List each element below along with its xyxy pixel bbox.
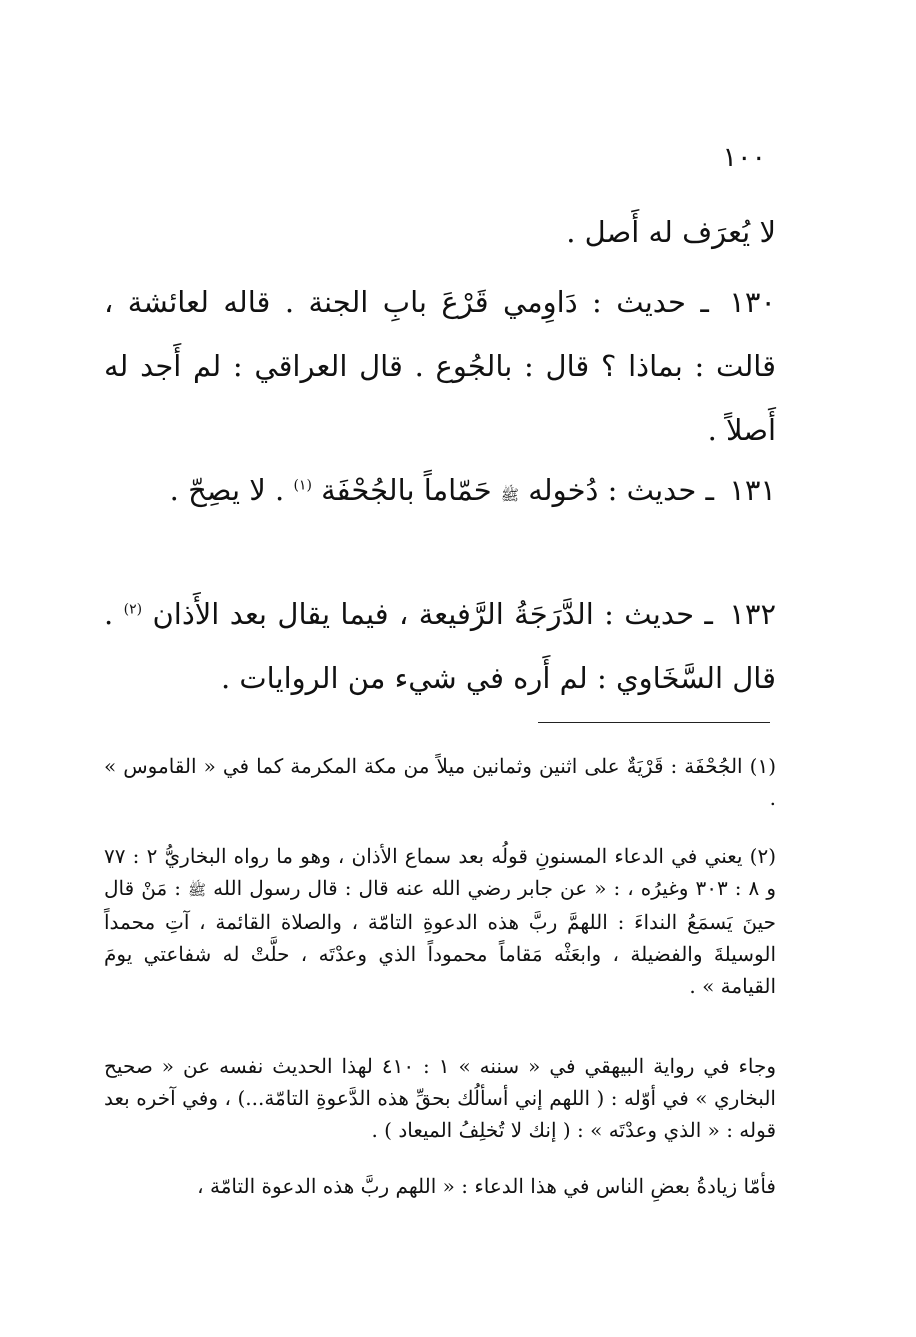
hadith-entry-132 [104,582,776,710]
footnote-ref-1: (١) [293,477,312,494]
entry-text: حَمّاماً بالجُحْفَة [321,473,492,507]
salutation-glyph: ﷺ [188,881,207,899]
salutation-glyph: ﷺ [500,486,519,504]
footnote-2-continued-2 [104,1170,776,1202]
page-number: ١٠٠ [722,142,766,173]
paragraph-no-basis [104,200,776,264]
entry-text: . قال السَّخَاوي : لم أَره في شيء من الروايات . [104,597,776,695]
footnote-2-continued [104,1050,776,1146]
footnote-text: (١) الجُحْفَة : قَرْيَةٌ على اثنين وثمانين ميلاً من مكة المكرمة كما في « القاموس » . [104,754,776,810]
entry-dash: ـ [704,597,713,631]
hadith-entry-131 [104,458,776,527]
footnote-text: (٢) يعني في الدعاء المسنونِ قولُه بعد سماع الأذان ، وهو ما رواه البخاريُّ ٢ : ٧٧ و ٨ : ٣٠٣ وغيرُه ، : « عن جابر رضي الله عنه قال : قال رسول الله [104,844,777,900]
footnote-separator [538,722,770,723]
entry-text: . لا يصِحّ . [169,473,285,507]
paragraph-text: لا يُعرَف له أَصل . [566,215,776,249]
footnote-2 [104,840,776,1002]
entry-number: ١٣٠ [729,285,777,319]
entry-dash: ـ [700,285,709,319]
footnote-text: فأمّا زيادةُ بعضِ الناس في هذا الدعاء : « اللهم ربَّ هذه الدعوة التامّة ، [197,1174,776,1198]
footnote-text: : مَنْ قال حينَ يَسمَعُ النداءَ : اللهمَّ ربَّ هذه الدعوةِ التامّة ، والصلاة القائمة ، آتِ محمداً الوسيلةَ والفضيلة ، وابعَثْه مَقاماً محموداً الذي وعدْتَه ، حلَّتْ له شفاعتي يومَ القيامة » . [104,876,776,998]
entry-number: ١٣٢ [729,597,777,631]
hadith-entry-130 [104,270,776,462]
entry-text: حديث : دُخوله [528,473,697,507]
entry-number: ١٣١ [729,473,776,507]
entry-text: حديث : الدَّرَجَةُ الرَّفيعة ، فيما يقال بعد الأَذان [152,597,695,631]
entry-dash: ـ [705,473,715,507]
entry-text: حديث : دَاوِمي قَرْعَ بابِ الجنة . قاله لعائشة ، قالت : بماذا ؟ قال : بالجُوع . قال العراقي : لم أَجد له أَصلاً . [104,285,776,447]
footnote-1 [104,750,776,814]
footnote-ref-2: (٢) [123,601,143,618]
footnote-text: وجاء في رواية البيهقي في « سننه » ١ : ٤١٠ لهذا الحديث نفسه عن « صحيح البخاري » في أوّله : ( اللهم إني أسألُك بحقِّ هذه الدَّعوةِ التامّة...) ، وفي آخره بعد قوله : « الذي وعدْتَه » : ( إنك لا تُخلِفُ الميعاد ) . [104,1054,777,1142]
